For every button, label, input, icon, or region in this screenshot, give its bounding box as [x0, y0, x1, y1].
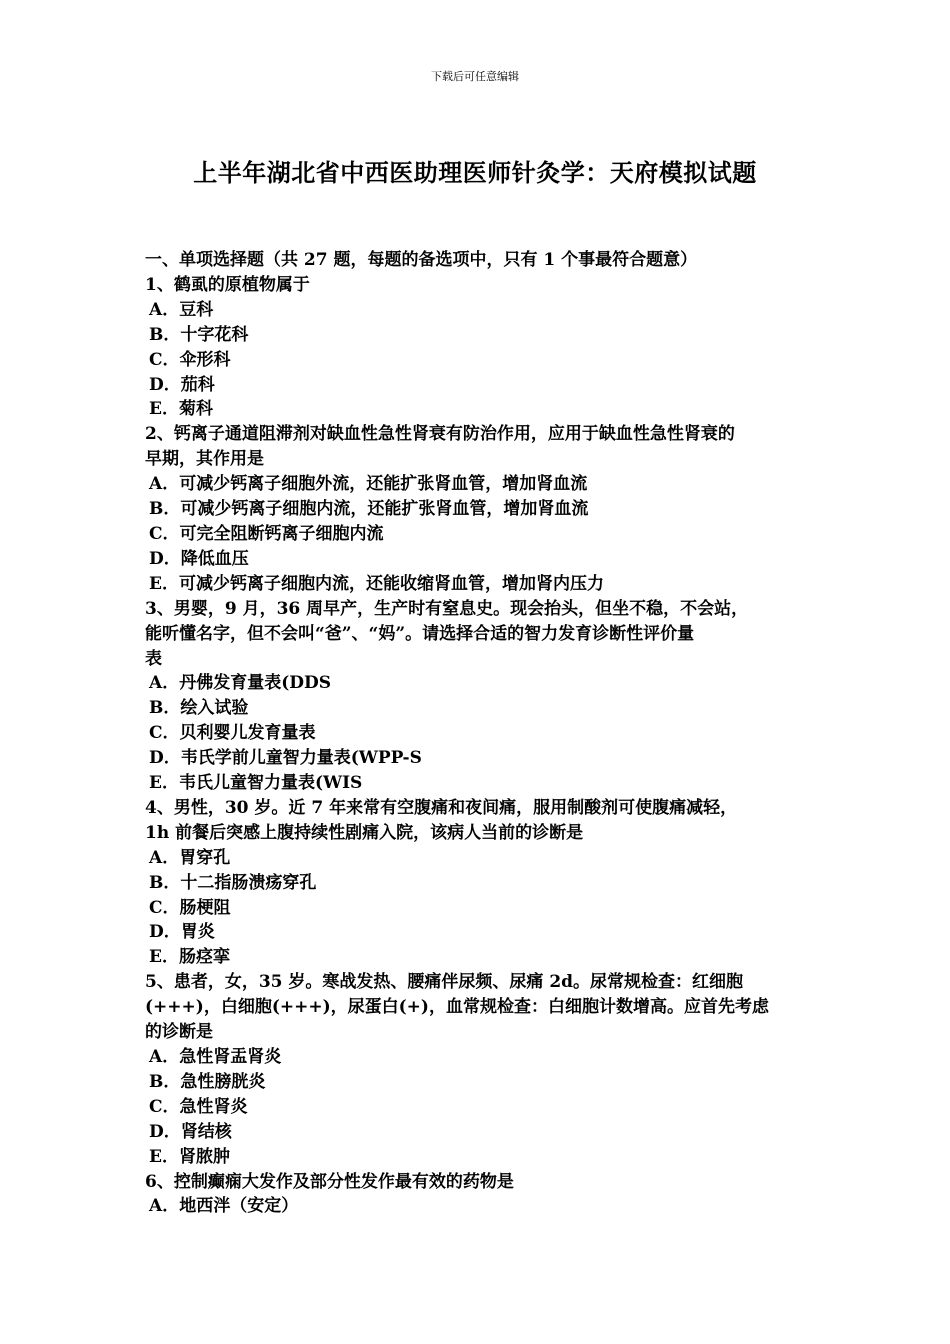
answer-option: A．急性肾盂肾炎: [149, 1047, 282, 1067]
answer-option: A．胃穿孔: [149, 847, 231, 868]
question-4: [145, 796, 825, 970]
question-stem-line: 3、男婴，9 月，36 周早产，生产时有窒息史。现会抬头，但坐不稳，不会站，: [145, 598, 749, 619]
section-heading: 一、单项选择题（共 27 题，每题的备选项中，只有 1 个事最符合题意）: [145, 250, 698, 270]
answer-option: A．丹佛发育量表(DDS: [149, 673, 331, 694]
answer-option: E．可减少钙离子细胞内流，还能收缩肾血管，增加肾内压力: [149, 573, 604, 594]
answer-option: C．伞形科: [149, 349, 231, 370]
answer-option: C．急性肾炎: [149, 1096, 248, 1117]
question-stem-line: 6、控制癫痫大发作及部分性发作最有效的药物是: [145, 1171, 514, 1192]
answer-option: D．茄科: [149, 374, 215, 395]
answer-option: B．可减少钙离子细胞内流，还能扩张肾血管，增加肾血流: [149, 499, 589, 520]
answer-option: E．菊科: [149, 399, 213, 420]
answer-option: A．豆科: [149, 299, 214, 320]
answer-option: E．肠痉挛: [149, 947, 230, 968]
answer-option: E．韦氏儿童智力量表(WIS: [149, 773, 363, 794]
question-stem-line: 能听懂名字，但不会叫“爸”、“妈”。请选择合适的智力发育诊断性评价量: [145, 623, 695, 644]
question-1: [145, 273, 825, 422]
answer-option: B．十二指肠溃疡穿孔: [149, 872, 317, 893]
answer-option: D．胃炎: [149, 922, 215, 943]
answer-option: C．肠梗阻: [149, 897, 231, 918]
header-note: 下载后可任意编辑: [431, 70, 519, 83]
question-stem-line: (+++)，白细胞(+++)，尿蛋白(+)，血常规检查：白细胞计数增高。应首先考虑: [145, 997, 769, 1018]
question-stem-line: 4、男性，30 岁。近 7 年来常有空腹痛和夜间痛，服用制酸剂可使腹痛减轻，: [145, 797, 738, 818]
answer-option: D．降低血压: [149, 548, 249, 569]
answer-option: D．韦氏学前儿童智力量表(WPP-S: [149, 748, 422, 769]
question-3: [145, 597, 825, 796]
document-title: 上半年湖北省中西医助理医师针灸学：天府模拟试题: [193, 158, 757, 187]
answer-option: B．急性膀胱炎: [149, 1071, 266, 1092]
question-list: [145, 273, 825, 1219]
question-6: [145, 1170, 825, 1220]
question-stem-line: 表: [145, 648, 162, 669]
question-stem-line: 早期，其作用是: [145, 449, 264, 470]
question-2: [145, 422, 825, 596]
answer-option: D．肾结核: [149, 1121, 232, 1142]
question-stem-line: 的诊断是: [145, 1022, 213, 1043]
question-stem-line: 1、鹤虱的原植物属于: [145, 274, 310, 295]
answer-option: C．可完全阻断钙离子细胞内流: [149, 523, 384, 544]
question-5: [145, 970, 825, 1169]
answer-option: E．肾脓肿: [149, 1146, 230, 1167]
question-stem-line: 2、钙离子通道阻滞剂对缺血性急性肾衰有防治作用，应用于缺血性急性肾衰的: [145, 424, 735, 445]
answer-option: A．地西泮（安定）: [149, 1196, 299, 1217]
exam-content: [145, 248, 825, 1219]
answer-option: C．贝利婴儿发育量表: [149, 723, 316, 744]
answer-option: B．绘入试验: [149, 698, 249, 719]
answer-option: A．可减少钙离子细胞外流，还能扩张肾血管，增加肾血流: [149, 474, 588, 495]
question-stem-line: 5、患者，女，35 岁。寒战发热、腰痛伴尿频、尿痛 2d。尿常规检查：红细胞: [145, 972, 744, 993]
question-stem-line: 1h 前餐后突感上腹持续性剧痛入院，该病人当前的诊断是: [145, 822, 584, 843]
answer-option: B．十字花科: [149, 324, 249, 345]
